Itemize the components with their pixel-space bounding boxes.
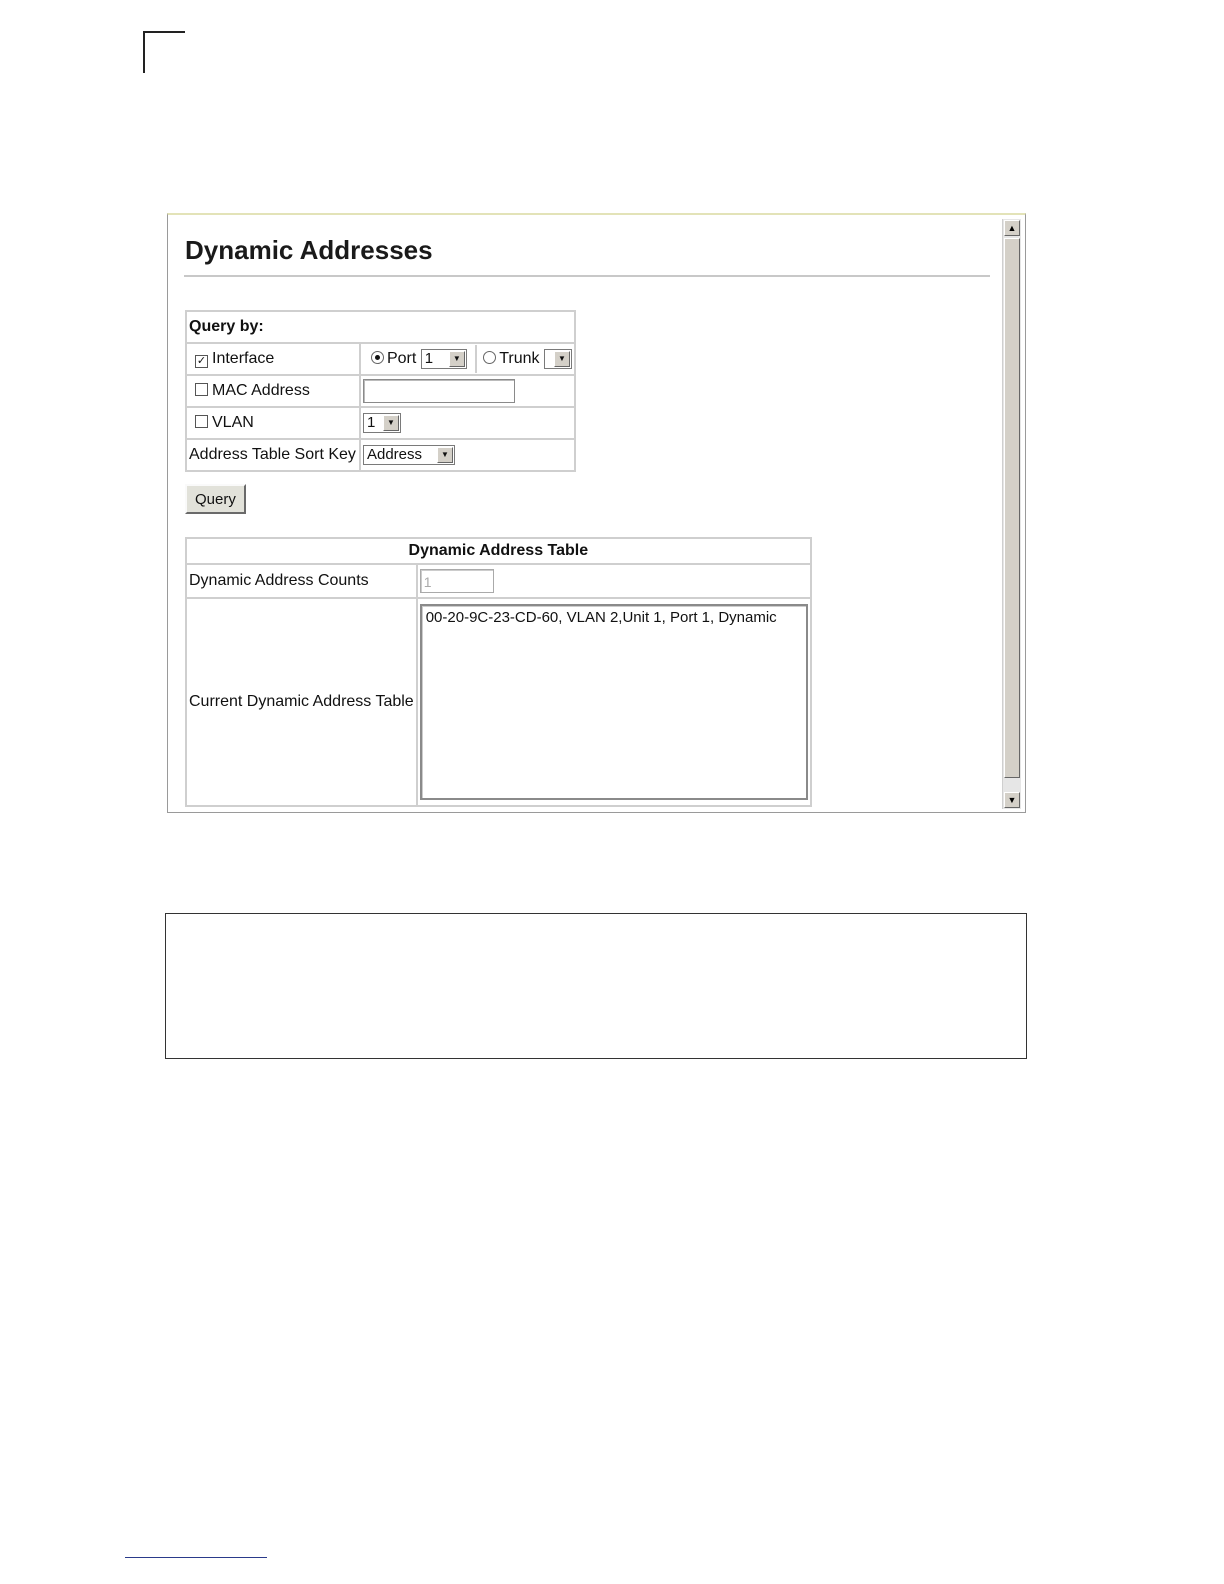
vlan-select-cell bbox=[360, 407, 575, 439]
sort-key-cell bbox=[360, 439, 575, 471]
sort-key-value: Address bbox=[366, 446, 423, 463]
crop-mark-horizontal bbox=[143, 31, 185, 33]
mac-cell bbox=[186, 375, 360, 407]
sort-key-select[interactable] bbox=[363, 445, 455, 465]
mac-address-input[interactable] bbox=[363, 379, 515, 403]
browser-window bbox=[167, 213, 1026, 813]
interface-label: Interface bbox=[212, 350, 275, 367]
query-button[interactable]: Query bbox=[185, 484, 246, 514]
scroll-up-arrow-icon[interactable]: ▲ bbox=[1004, 220, 1020, 236]
mac-input-cell bbox=[360, 375, 575, 407]
address-listbox[interactable] bbox=[420, 604, 808, 800]
scroll-thumb[interactable] bbox=[1004, 238, 1020, 778]
chevron-down-icon: ▼ bbox=[554, 351, 570, 367]
chevron-down-icon: ▼ bbox=[449, 351, 465, 367]
list-item[interactable]: 00-20-9C-23-CD-60, VLAN 2,Unit 1, Port 1, Dynamic bbox=[425, 609, 777, 626]
vlan-checkbox[interactable] bbox=[195, 415, 208, 428]
counts-field: 1 bbox=[420, 569, 494, 593]
counts-cell bbox=[417, 564, 811, 598]
chevron-down-icon: ▼ bbox=[383, 415, 399, 431]
mac-checkbox[interactable] bbox=[195, 383, 208, 396]
crop-mark-vertical bbox=[143, 31, 145, 73]
current-table-label: Current Dynamic Address Table bbox=[186, 598, 417, 806]
dynamic-address-table bbox=[185, 537, 812, 807]
vlan-cell bbox=[186, 407, 360, 439]
page-title: Dynamic Addresses bbox=[185, 235, 433, 265]
interface-cell bbox=[186, 343, 360, 375]
sort-key-label: Address Table Sort Key bbox=[186, 439, 360, 471]
footnote-rule bbox=[125, 1557, 267, 1558]
title-divider bbox=[184, 275, 990, 277]
vlan-select-value: 1 bbox=[366, 414, 376, 431]
vlan-select[interactable] bbox=[363, 413, 401, 433]
interface-checkbox[interactable]: ✓ bbox=[196, 355, 207, 367]
mac-label: MAC Address bbox=[212, 382, 310, 399]
port-select[interactable] bbox=[421, 349, 467, 369]
port-label: Port bbox=[386, 350, 417, 368]
current-table-cell bbox=[417, 598, 811, 806]
vlan-label: VLAN bbox=[212, 414, 254, 431]
interface-options-cell bbox=[360, 343, 575, 375]
chevron-down-icon: ▼ bbox=[437, 447, 453, 463]
vertical-scrollbar[interactable] bbox=[1002, 219, 1021, 809]
empty-caption-box bbox=[165, 913, 1027, 1059]
dynamic-table-header: Dynamic Address Table bbox=[186, 538, 811, 564]
scroll-down-arrow-icon[interactable]: ▼ bbox=[1004, 792, 1020, 808]
port-radio[interactable] bbox=[371, 351, 384, 364]
trunk-select[interactable] bbox=[544, 349, 572, 369]
query-table bbox=[185, 310, 576, 472]
cell-separator bbox=[475, 345, 477, 373]
port-select-value: 1 bbox=[424, 350, 434, 367]
trunk-label: Trunk bbox=[499, 350, 540, 368]
query-caption: Query by: bbox=[186, 311, 575, 343]
counts-label: Dynamic Address Counts bbox=[186, 564, 417, 598]
trunk-radio[interactable] bbox=[483, 351, 496, 364]
